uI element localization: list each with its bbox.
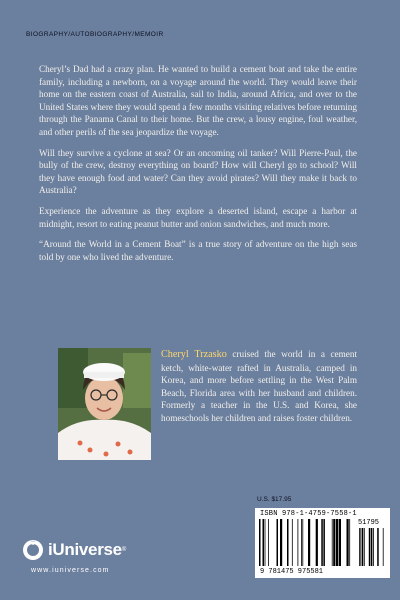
isbn-text: ISBN 978-1-4759-7558-1 [260,510,357,518]
price-label: U.S. $17.95 [257,496,292,503]
barcode-bar [349,519,350,566]
addon-bar [369,528,371,566]
author-bio-text: cruised the world in a cement ketch, white-water rafted in Australia, camped in Korea, and more before settling in the West Palm Beach, Florida area with her husband and children. Formerly a teacher in the U.S. and Korea, she homeschools her children and raises foster children. [161,349,357,423]
addon-number: 51795 [358,519,380,527]
publisher-name: iUniverse [48,540,122,559]
barcode-bar [302,519,303,566]
barcode-bar [280,519,282,566]
barcode-bar [323,519,325,566]
blurb-paragraph: “Around the World in a Cement Boat” is a true story of adventure on the high seas told by one who lived the adventure. [39,239,357,262]
blurb-paragraph: Will they survive a cyclone at sea? Or an oncoming oil tanker? Will Pierre-Paul, the bully of the crew, destroy everything on board? How will Cheryl go to school? Will they have enough food and water? Can they avoid pirates? Will they make it back to Australia? [39,147,357,196]
barcode-bar [347,519,349,566]
barcode-bars [259,519,386,567]
blurb-paragraph: Experience the adventure as they explore a deserted island, escape a harbor at midnight, resort to eating peanut butter and onion sandwiches, and much more. [39,205,357,229]
barcode-bar [268,519,269,566]
barcode-bar [277,519,279,566]
publisher-url: www.iuniverse.com [31,567,110,574]
back-cover-blurb [39,63,357,271]
publisher-logo [22,538,126,562]
author-photo [58,348,151,460]
ean-number: 9 781475 975581 [260,568,324,576]
barcode-bar [336,519,338,566]
addon-bar [377,528,379,566]
barcode-bar [263,519,265,566]
barcode-bar [316,519,318,566]
barcode-bar [339,519,341,566]
addon-bar [362,528,364,566]
barcode-bar [301,519,302,566]
iuniverse-logo-icon [22,539,44,561]
barcode-bar [287,519,289,566]
author-name: Cheryl Trzasko [161,349,227,360]
addon-bar [359,528,360,566]
barcode-bar [259,519,261,566]
genre-label: BIOGRAPHY/AUTOBIOGRAPHY/MEMOIR [26,31,164,38]
trademark-symbol: ® [121,547,127,553]
addon-bar [360,528,361,566]
barcode-bar [298,519,299,566]
barcode-bar [321,519,323,566]
barcode-bar [332,519,333,566]
barcode-bar [333,519,335,566]
addon-bar [373,528,374,566]
author-section [58,348,358,463]
blurb-paragraph: Cheryl’s Dad had a crazy plan. He wanted to build a cement boat and take the entire family, including a newborn, on a voyage around the world. They would leave their home on the eastern coast of Australia, sail to India, around Africa, and over to the United States where they would spend a few months visiting relatives before returning through the Panama Canal to their home. But the crew, a lousy engine, foul weather, and other perils of the sea jeopardize the voyage. [39,64,357,137]
isbn-barcode [255,508,390,578]
barcode-bar [292,519,293,566]
addon-bar [383,528,384,566]
addon-bar [371,528,373,566]
addon-bar [364,528,365,566]
author-bio [161,348,357,425]
barcode-bar [308,519,310,566]
barcode-bar [265,519,266,566]
